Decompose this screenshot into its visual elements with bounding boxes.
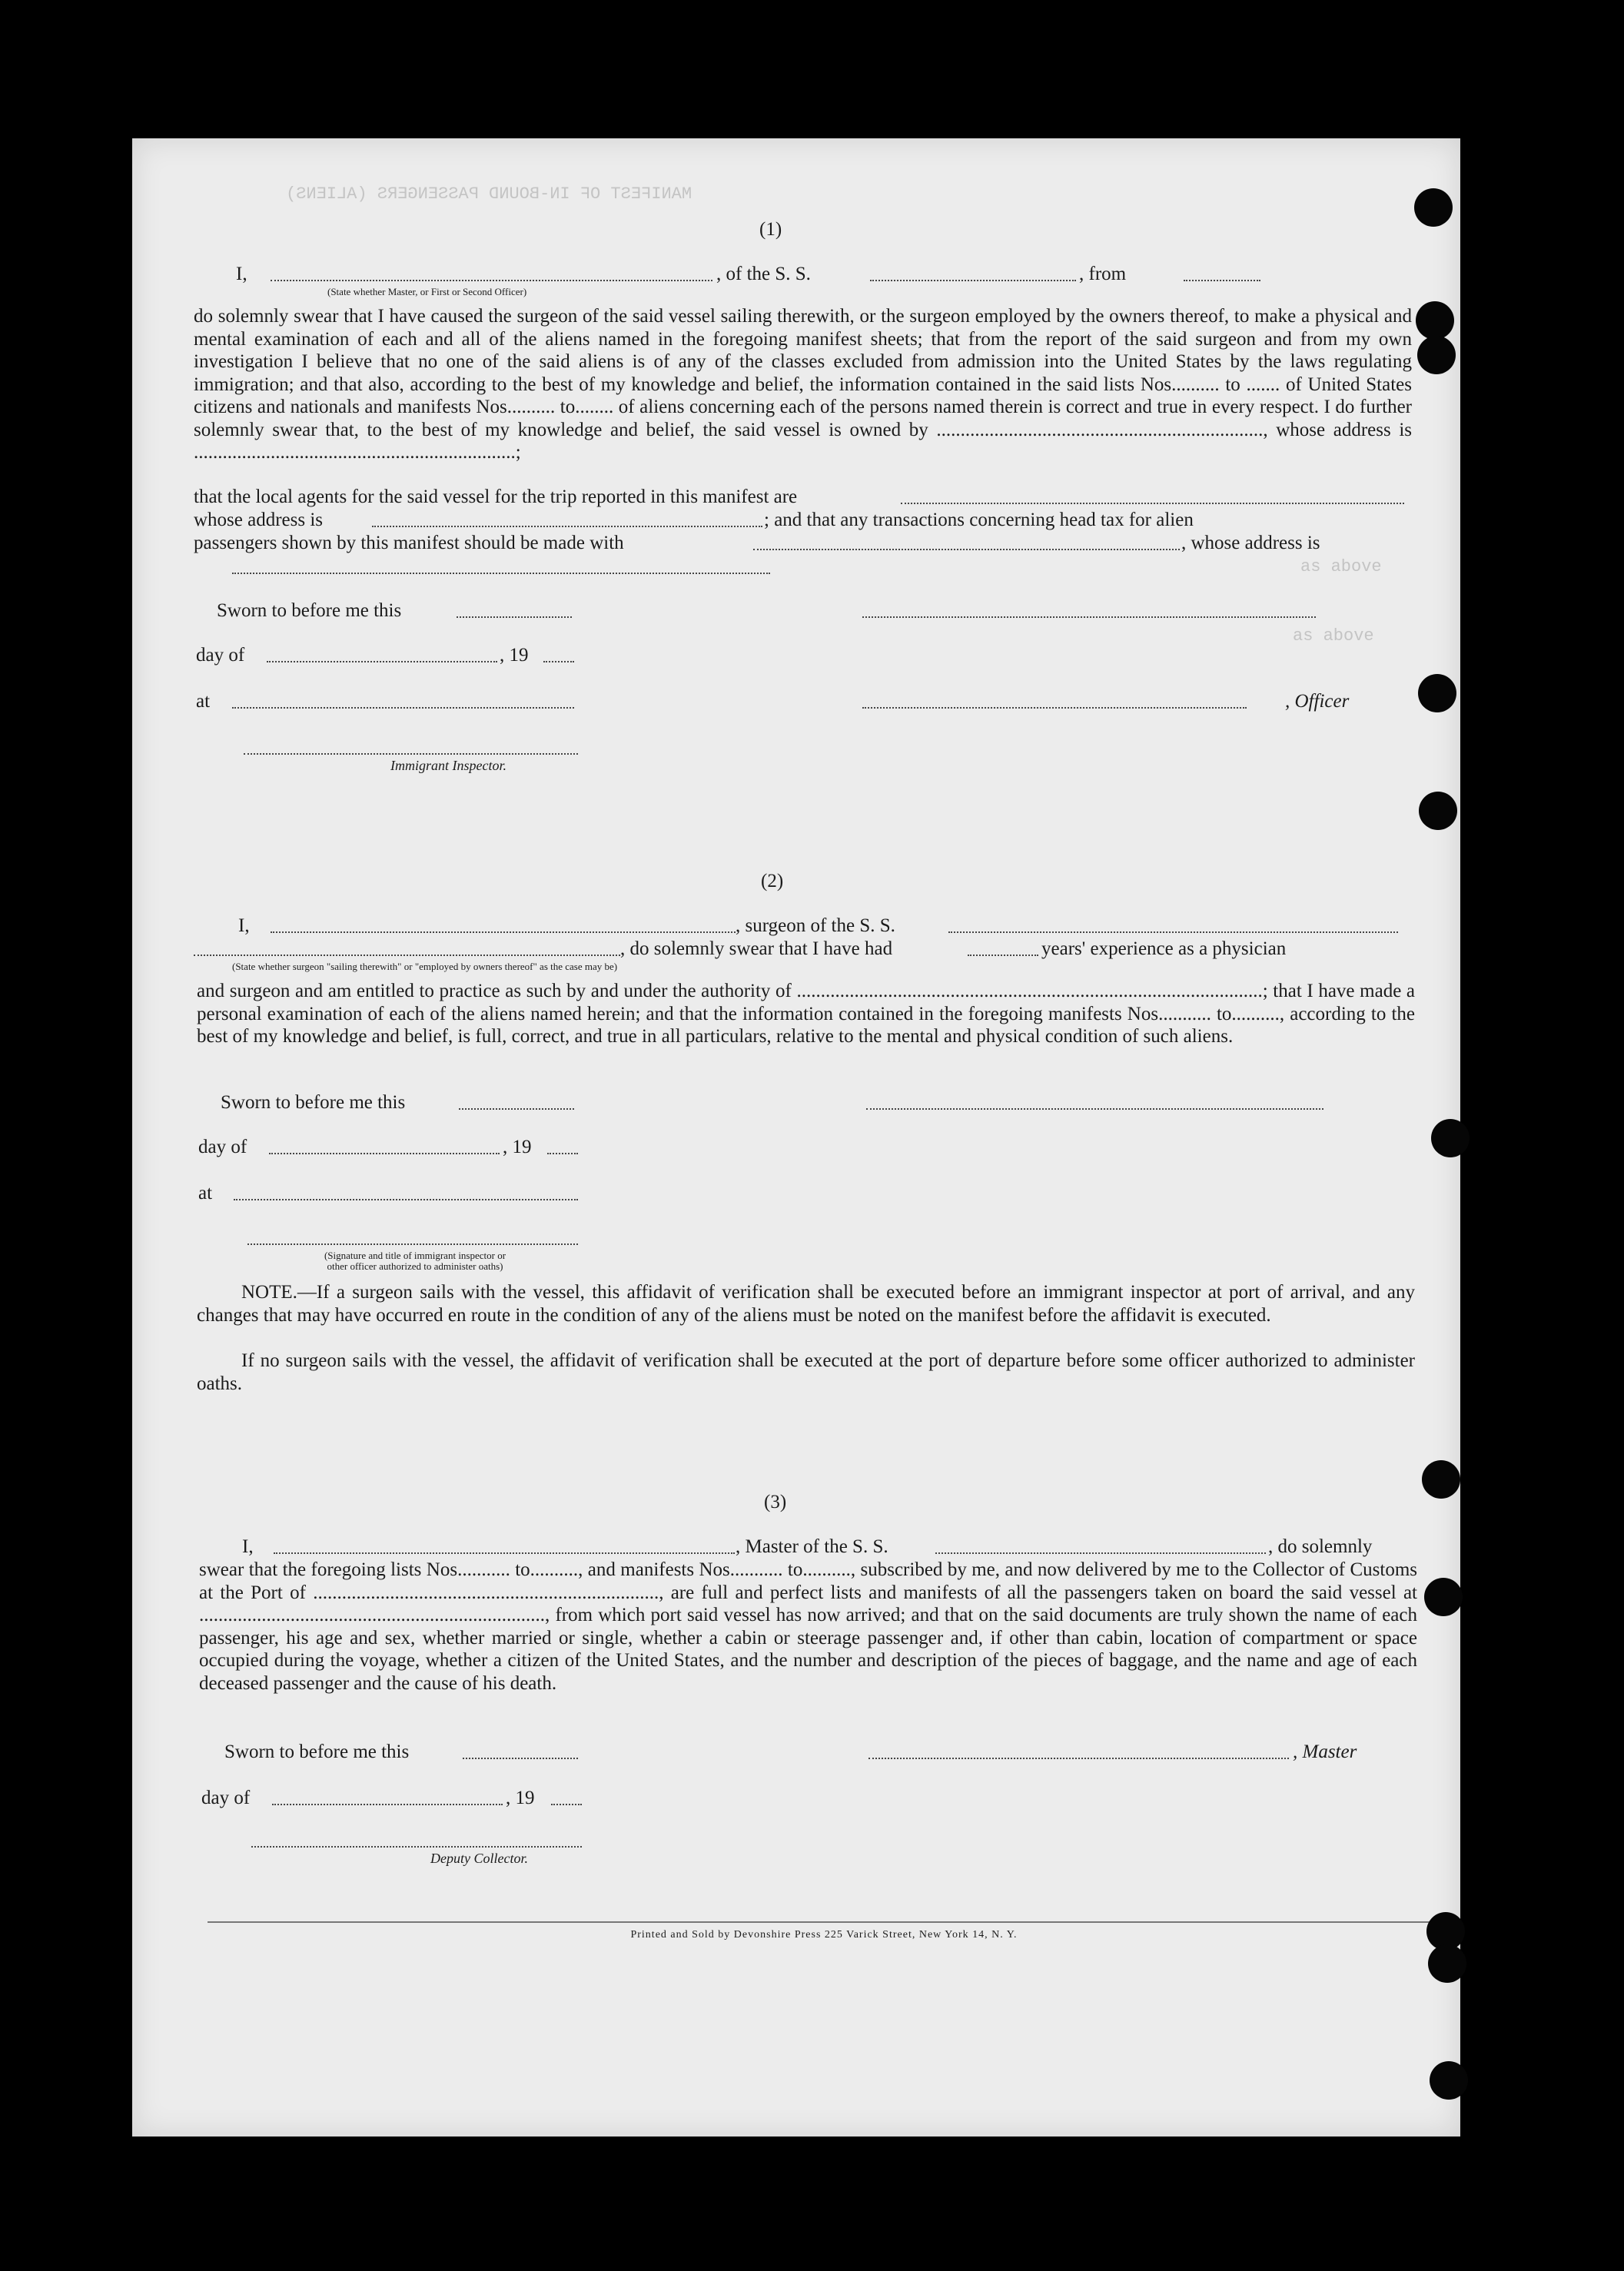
punch-hole: [1418, 674, 1456, 712]
s1-inspector-signature-field[interactable]: [244, 753, 578, 755]
punch-hole: [1414, 188, 1453, 227]
s1-from: , from: [1079, 264, 1127, 284]
punch-hole: [1417, 336, 1456, 374]
s2-day-of: day of: [198, 1137, 247, 1157]
s3-signature-field[interactable]: [868, 1758, 1289, 1759]
s3-sworn: Sworn to before me this: [224, 1741, 410, 1762]
s1-day-field[interactable]: [267, 661, 497, 662]
s1-agents-field[interactable]: [901, 503, 1404, 504]
s1-head-tax: ; and that any transactions concerning head tax for alien: [764, 510, 1194, 530]
punch-hole: [1419, 792, 1457, 830]
s1-inspector-label: Immigrant Inspector.: [390, 758, 506, 773]
s2-sworn-date-field[interactable]: [459, 1108, 574, 1110]
s2-signature-note-2: other officer authorized to administer oaths): [327, 1260, 503, 1272]
s3-year: , 19: [506, 1788, 535, 1808]
s3-master-of: , Master of the S. S.: [736, 1536, 888, 1557]
footer-rule: [208, 1921, 1437, 1923]
manifest-page: [132, 138, 1460, 2137]
s2-surgeon-of: , surgeon of the S. S.: [736, 915, 895, 936]
s1-headtax-address-field[interactable]: [232, 573, 770, 574]
s1-agents-address-field[interactable]: [372, 526, 762, 527]
s1-whose-address: whose address is: [194, 510, 324, 530]
s1-day-of: day of: [196, 645, 245, 666]
s2-surgeon-name-field[interactable]: [271, 931, 736, 933]
s1-i: I,: [236, 264, 247, 284]
s1-rank-note: (State whether Master, or First or Second Officer): [327, 286, 527, 297]
section-3-number: (3): [764, 1492, 787, 1512]
s2-surgeon-type-note: (State whether surgeon "sailing therewith" or "employed by owners thereof" as the case may be): [232, 961, 618, 972]
printer-imprint: Printed and Sold by Devonshire Press 225 Varick Street, New York 14, N. Y.: [630, 1929, 1018, 1941]
s2-years-field[interactable]: [968, 955, 1038, 956]
punch-hole: [1416, 301, 1454, 340]
s2-at-field[interactable]: [234, 1199, 578, 1200]
s1-headtax-party-field[interactable]: [753, 549, 1180, 550]
s3-year-field[interactable]: [551, 1804, 582, 1805]
s1-agents-line: that the local agents for the said vessel for the trip reported in this manifest are: [194, 486, 798, 507]
punch-hole: [1424, 1578, 1463, 1616]
s1-year: , 19: [500, 645, 529, 666]
section-2-number: (2): [761, 871, 784, 891]
s2-years-experience: years' experience as a physician: [1041, 938, 1287, 959]
s2-year: , 19: [503, 1137, 532, 1157]
s1-body: do solemnly swear that I have caused the surgeon of the said vessel sailing therewith, or the surgeon employed by the owners thereof, to make a physical and mental examination of each and all of the aliens named in the foregoing manifest sheets; that from the report of the said surgeon and from my own investigation I believe that no one of the said aliens is of any of the classes excluded from admission into the United States by the laws regulating immigration; and that also, according to the best of my knowledge and belief, the information contained in the said lists Nos.......... to ....... of United States citizens and nationals and manifests Nos.......... to........ of aliens concerning each of the persons named therein is correct and true in every respect. I do further solemnly swear that, to the best of my knowledge and belief, the said vessel is owned by ...................................................................., whose address is ...................................................................;: [194, 306, 1412, 463]
s2-i: I,: [238, 915, 250, 936]
bleed-through-text: as above: [1300, 557, 1382, 576]
s1-at-field[interactable]: [232, 707, 574, 709]
s3-vessel-field[interactable]: [935, 1552, 1266, 1554]
s2-body: and surgeon and am entitled to practice as such by and under the authority of .................................................................................................; that I have made a personal examination of each of the aliens named herein; and that the information contained in the foregoing manifests Nos........... to.........., according to the best of my knowledge and belief, is full, correct, and true in all particulars, relative to the mental and physical condition of such aliens.: [197, 981, 1415, 1047]
s1-of-ss: , of the S. S.: [716, 264, 811, 284]
s2-sworn: Sworn to before me this: [221, 1092, 406, 1113]
s3-day-field[interactable]: [272, 1804, 503, 1805]
s3-swear: , do solemnly: [1268, 1536, 1373, 1557]
s2-signature-field[interactable]: [866, 1108, 1323, 1110]
s3-master-label: , Master: [1293, 1741, 1357, 1762]
s1-whose-address-2: , whose address is: [1181, 533, 1320, 553]
s3-collector-signature-field[interactable]: [251, 1846, 582, 1848]
s1-passengers-line: passengers shown by this manifest should be made with: [194, 533, 624, 553]
s1-sworn-date-field[interactable]: [457, 616, 572, 618]
s1-sworn: Sworn to before me this: [217, 600, 402, 621]
s1-signature-field[interactable]: [862, 616, 1316, 618]
s2-swear: , do solemnly swear that I have had: [620, 938, 893, 959]
section-1-number: (1): [759, 219, 782, 240]
s2-year-field[interactable]: [547, 1153, 578, 1154]
s2-signature-note-1: (Signature and title of immigrant inspector or: [324, 1250, 506, 1261]
s2-surgeon-type-field[interactable]: [194, 955, 620, 956]
s2-note: NOTE.—If a surgeon sails with the vessel, this affidavit of verification shall be executed before an immigrant inspector at port of arrival, and any changes that may have occurred en route in the condition of any of the aliens must be noted on the manifest before the affidavit is executed.: [197, 1282, 1415, 1326]
s3-master-name-field[interactable]: [274, 1552, 735, 1554]
s1-officer-field[interactable]: [862, 707, 1247, 709]
s2-inspector-signature-field[interactable]: [247, 1243, 578, 1245]
bleed-through-text: as above: [1293, 626, 1374, 646]
s1-vessel-field[interactable]: [870, 280, 1076, 281]
s2-vessel-field[interactable]: [948, 931, 1398, 933]
bleed-through-heading: MANIFEST OF IN-BOUND PASSENGERS (ALIENS): [286, 184, 692, 204]
punch-hole: [1428, 1944, 1466, 1983]
s3-i: I,: [242, 1536, 254, 1557]
s2-day-field[interactable]: [269, 1153, 500, 1154]
s3-body: swear that the foregoing lists Nos........... to.........., and manifests Nos........... to.........., subscribed by me, and now delivered by me to the Collector of Customs at the Port of ........................................................................, are full and perfect lists and manifests of all the passengers taken on board the said vessel at ........................................................................, from which port said vessel has now arrived; and that on the said documents are truly shown the name of each passenger, his age and sex, whether married or single, whether a cabin or steerage passenger and, if other than cabin, location of compartment or space occupied during the voyage, whether a citizen of the United States, and the number and description of the pieces of baggage, and the name and age of each deceased passenger and the cause of his death.: [199, 1559, 1417, 1694]
punch-hole: [1422, 1460, 1460, 1499]
s1-officer-label: , Officer: [1285, 691, 1350, 712]
punch-hole: [1430, 2061, 1468, 2100]
s3-sworn-date-field[interactable]: [463, 1758, 578, 1759]
s1-at: at: [196, 691, 211, 712]
s3-collector-label: Deputy Collector.: [430, 1851, 528, 1866]
s2-at: at: [198, 1183, 213, 1204]
s1-officer-name-field[interactable]: [271, 280, 712, 281]
s1-from-field[interactable]: [1184, 280, 1260, 281]
s1-year-field[interactable]: [543, 661, 574, 662]
s3-day-of: day of: [201, 1788, 251, 1808]
s2-note-2: If no surgeon sails with the vessel, the affidavit of verification shall be executed at the port of departure before some officer authorized to administer oaths.: [197, 1350, 1415, 1394]
punch-hole: [1431, 1119, 1470, 1157]
